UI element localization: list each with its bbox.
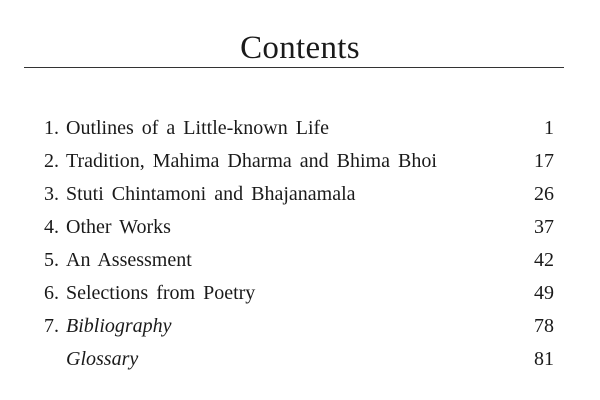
toc-entry-outlines[interactable] xyxy=(44,112,554,145)
entry-page-number: 17 xyxy=(534,150,554,172)
toc-entry-selections[interactable] xyxy=(44,277,554,310)
entry-number: 3. xyxy=(44,183,59,205)
entry-title: Tradition, Mahima Dharma and Bhima Bhoi xyxy=(66,150,437,172)
entry-page-number: 26 xyxy=(534,183,554,205)
toc-entry-glossary[interactable] xyxy=(44,343,554,376)
toc-entry-tradition[interactable] xyxy=(44,145,554,178)
entry-title: Stuti Chintamoni and Bhajanamala xyxy=(66,183,356,205)
entry-number: 4. xyxy=(44,216,59,238)
entry-title: An Assessment xyxy=(66,249,192,271)
entry-page-number: 78 xyxy=(534,315,554,337)
entry-title: Bibliography xyxy=(66,315,172,337)
toc-entry-assessment[interactable] xyxy=(44,244,554,277)
page-title: Contents xyxy=(240,30,360,66)
entry-number: 2. xyxy=(44,150,59,172)
title-divider xyxy=(24,67,564,68)
table-of-contents xyxy=(44,112,554,376)
entry-title: Selections from Poetry xyxy=(66,282,256,304)
entry-title: Glossary xyxy=(66,348,139,370)
entry-number: 1. xyxy=(44,117,59,139)
toc-entry-other-works[interactable] xyxy=(44,211,554,244)
entry-page-number: 81 xyxy=(534,348,554,370)
entry-number: 7. xyxy=(44,315,59,337)
entry-page-number: 42 xyxy=(534,249,554,271)
entry-title: Outlines of a Little-known Life xyxy=(66,117,330,139)
entry-page-number: 37 xyxy=(534,216,554,238)
entry-number: 5. xyxy=(44,249,59,271)
entry-page-number: 1 xyxy=(544,117,554,139)
entry-page-number: 49 xyxy=(534,282,554,304)
entry-title: Other Works xyxy=(66,216,171,238)
toc-entry-stuti-chintamoni[interactable] xyxy=(44,178,554,211)
entry-number: 6. xyxy=(44,282,59,304)
toc-entry-bibliography[interactable] xyxy=(44,310,554,343)
